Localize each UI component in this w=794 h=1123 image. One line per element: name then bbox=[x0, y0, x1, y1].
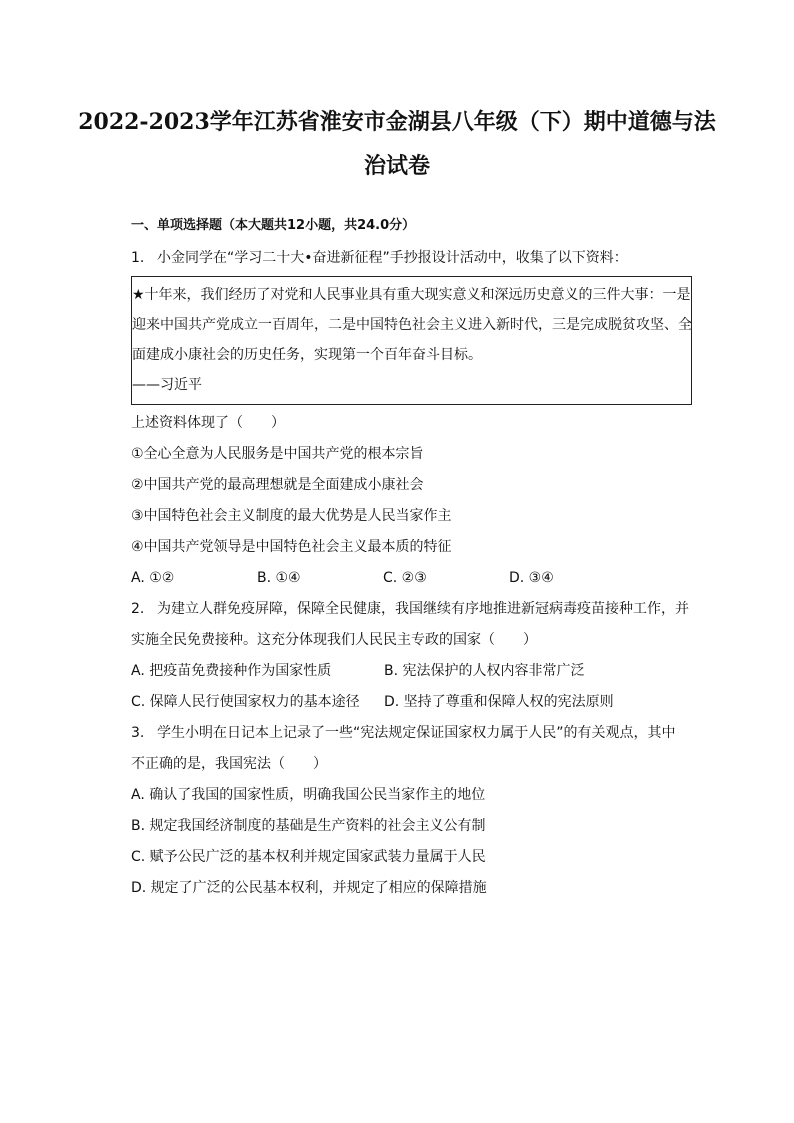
exam-title-line-1: 2022-2023学年江苏省淮安市金湖县八年级（下）期中道德与法 bbox=[78, 109, 716, 135]
quote-line-2: 迎来中国共产党成立一百周年，二是中国特色社会主义进入新时代，三是完成脱贫攻坚、全 bbox=[132, 317, 692, 333]
question-1 bbox=[131, 243, 693, 594]
exam-title-line-2: 治试卷 bbox=[363, 153, 430, 179]
question-1-statement-2: ②中国共产党的最高理想就是全面建成小康社会 bbox=[131, 477, 424, 493]
question-2-option-a[interactable]: A. 把疫苗免费接种作为国家性质 bbox=[131, 663, 332, 679]
question-3-option-a[interactable]: A. 确认了我国的国家性质，明确我国公民当家作主的地位 bbox=[131, 787, 486, 803]
question-1-stem-text: 小金同学在“学习二十大•奋进新征程”手抄报设计活动中，收集了以下资料： bbox=[157, 250, 628, 266]
question-1-statement-3: ③中国特色社会主义制度的最大优势是人民当家作主 bbox=[131, 508, 452, 524]
question-1-statement-1: ①全心全意为人民服务是中国共产党的根本宗旨 bbox=[131, 446, 424, 462]
question-1-option-c[interactable]: C. ②③ bbox=[383, 570, 427, 586]
question-2-number: 2. bbox=[131, 601, 145, 617]
question-3 bbox=[131, 718, 693, 904]
question-3-stem-line-1 bbox=[131, 718, 693, 749]
exam-title bbox=[70, 100, 724, 188]
question-2-options-row-1 bbox=[131, 656, 693, 687]
exam-content bbox=[131, 213, 693, 904]
question-1-quote-box bbox=[131, 276, 692, 405]
question-2 bbox=[131, 594, 693, 718]
question-2-option-d[interactable]: D. 坚持了尊重和保障人权的宪法原则 bbox=[384, 694, 614, 710]
question-2-options-row-2 bbox=[131, 687, 693, 718]
question-3-option-d[interactable]: D. 规定了广泛的公民基本权利，并规定了相应的保障措施 bbox=[131, 880, 487, 896]
quote-attribution: ——习近平 bbox=[132, 377, 202, 393]
question-3-stem-line-2: 不正确的是，我国宪法（ ） bbox=[131, 756, 327, 772]
question-1-prompt: 上述资料体现了（ ） bbox=[131, 415, 285, 431]
question-2-stem-text-1: 为建立人群免疫屏障，保障全民健康，我国继续有序地推进新冠病毒疫苗接种工作，并 bbox=[157, 601, 689, 617]
question-3-stem-text-1: 学生小明在日记本上记录了一些“宪法规定保证国家权力属于人民”的有关观点，其中 bbox=[157, 725, 676, 741]
question-1-stem bbox=[131, 243, 693, 274]
quote-line-3: 面建成小康社会的历史任务，实现第一个百年奋斗目标。 bbox=[132, 347, 482, 363]
question-3-option-b[interactable]: B. 规定我国经济制度的基础是生产资料的社会主义公有制 bbox=[131, 818, 486, 834]
question-1-option-a[interactable]: A. ①② bbox=[131, 570, 175, 586]
question-2-stem-line-1 bbox=[131, 594, 693, 625]
question-2-option-c[interactable]: C. 保障人民行使国家权力的基本途径 bbox=[131, 694, 360, 710]
question-1-options bbox=[131, 563, 693, 594]
question-1-statement-4: ④中国共产党领导是中国特色社会主义最本质的特征 bbox=[131, 539, 452, 555]
section-heading: 一、单项选择题（本大题共12小题，共24.0分） bbox=[131, 218, 416, 233]
question-3-number: 3. bbox=[131, 725, 145, 741]
question-1-number: 1. bbox=[131, 250, 145, 266]
question-1-option-b[interactable]: B. ①④ bbox=[257, 570, 301, 586]
question-3-option-c[interactable]: C. 赋予公民广泛的基本权利并规定国家武装力量属于人民 bbox=[131, 849, 486, 865]
quote-line-1: ★十年来，我们经历了对党和人民事业具有重大现实意义和深远历史意义的三件大事：一是 bbox=[132, 287, 691, 303]
question-2-stem-line-2: 实施全民免费接种。这充分体现我们人民民主专政的国家（ ） bbox=[131, 632, 537, 648]
question-2-option-b[interactable]: B. 宪法保护的人权内容非常广泛 bbox=[384, 663, 585, 679]
question-1-option-d[interactable]: D. ③④ bbox=[509, 570, 554, 586]
